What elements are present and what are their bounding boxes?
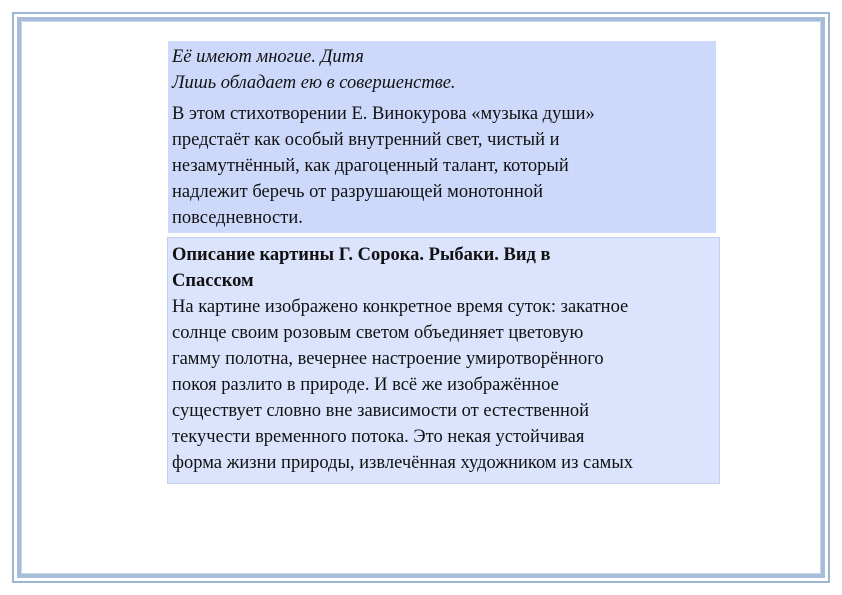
description-line-6: текучести временного потока. Это некая устойчивая xyxy=(172,427,585,447)
poem-analysis-block xyxy=(168,41,716,233)
description-line-4: покоя разлито в природе. И всё же изображённое xyxy=(172,375,559,395)
analysis-line-5: повседневности. xyxy=(172,208,303,228)
analysis-line-4: надлежит беречь от разрушающей монотонной xyxy=(172,182,544,202)
painting-description-block xyxy=(167,237,720,484)
quote-line-2: Лишь обладает ею в совершенстве. xyxy=(172,73,456,93)
analysis-line-1: В этом стихотворении Е. Винокурова «музыка души» xyxy=(172,104,595,124)
description-line-7: форма жизни природы, извлечённая художником из самых xyxy=(172,453,634,473)
analysis-line-2: предстаёт как особый внутренний свет, чистый и xyxy=(172,130,560,150)
description-heading-line-1: Описание картины Г. Сорока. Рыбаки. Вид в xyxy=(172,245,551,265)
quote-line-1: Её имеют многие. Дитя xyxy=(172,47,364,67)
description-heading-line-2: Спасском xyxy=(172,271,254,291)
description-line-3: гамму полотна, вечернее настроение умиротворённого xyxy=(172,349,604,369)
description-line-2: солнце своим розовым светом объединяет цветовую xyxy=(172,323,584,343)
description-line-1: На картине изображено конкретное время суток: закатное xyxy=(172,297,629,317)
analysis-line-3: незамутнённый, как драгоценный талант, который xyxy=(172,156,569,176)
description-line-5: существует словно вне зависимости от естественной xyxy=(172,401,590,421)
